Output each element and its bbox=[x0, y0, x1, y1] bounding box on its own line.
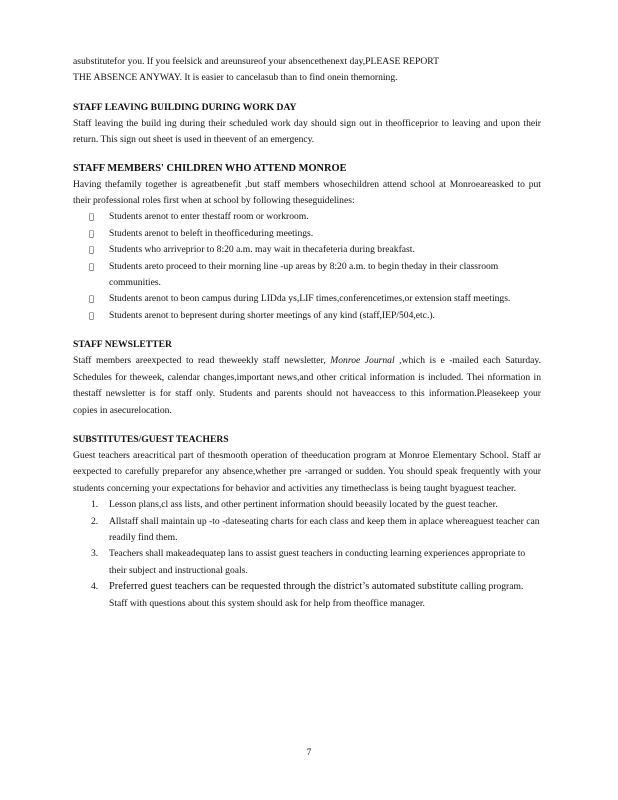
bullet-icon bbox=[89, 226, 94, 242]
intro-line-2: THE ABSENCE ANYWAY. It is easier to cancelasub than to find onein themorning. bbox=[73, 72, 398, 84]
list-item: Students arenot to beon campus during LIDda ys,LIF times,conferencetimes,or extension staff meetings. bbox=[73, 291, 541, 307]
heading-staff-leaving: STAFF LEAVING BUILDING DURING WORK DAY bbox=[73, 101, 297, 113]
list-item: 2. Allstaff shall maintain up -to -dateseating charts for each class and keep them in aplace whereaguest teacher can readily find them. bbox=[91, 515, 540, 543]
list-item: Students who arriveprior to 8:20 a.m. may wait in thecafeteria during breakfast. bbox=[73, 242, 541, 258]
intro-line-1: asubstitutefor you. If you feelsick and areunsureof your absencethenext day,PLEASE REPORT bbox=[73, 56, 439, 67]
list-item: Students arenot to beleft in theofficeduring meetings. bbox=[73, 226, 541, 242]
list-item: Students arenot to bepresent during shorter meetings of any kind (staff,IEP/504,etc.). bbox=[73, 308, 541, 324]
guidelines-list bbox=[73, 209, 541, 324]
bullet-icon bbox=[89, 308, 94, 324]
staff-leaving-paragraph: Staff leaving the build ing during their scheduled work day should sign out in theofficeprior to leaving and upon their return. This sign out sheet is used in theevent of an emergency. bbox=[73, 117, 541, 146]
intro-paragraph bbox=[73, 54, 541, 87]
bullet-icon bbox=[89, 242, 94, 258]
list-item: 1. Lesson plans,cl ass lists, and other pertinent information should beeasily located by the guest teacher. bbox=[91, 499, 498, 511]
staff-newsletter-paragraph: Staff members areexpected to read theweekly staff newsletter, Monroe Journal ,which is e -mailed each Saturday. Schedules for theweek, calendar changes,important news,and other critical information is included. Thei nformation in thestaff newsletter is for staff only. Students and parents should not haveaccess to this information.Pleasekeep your copies in asecurelocation. bbox=[73, 355, 541, 416]
heading-staff-newsletter: STAFF NEWSLETTER bbox=[73, 339, 172, 351]
heading-staff-children: STAFF MEMBERS' CHILDREN WHO ATTEND MONROE bbox=[73, 162, 347, 174]
substitutes-list bbox=[73, 497, 541, 612]
substitutes-paragraph: Guest teachers areacritical part of thesmooth operation of theeducation program at Monroe Elementary School. Staff ar eexpected to carefully preparefor any absence,whether pre -arranged or sudden. You should speak frequently with your students concerning your expectations for behavior and activities any timetheclass is being taught byaguest teacher. bbox=[73, 449, 541, 494]
bullet-icon bbox=[89, 259, 94, 275]
journal-title: Monroe Journal bbox=[330, 355, 395, 367]
list-item: 4. Preferred guest teachers can be requested through the district’s automated substitute calling program. Staff with questions about this system should ask for help from theoffice manager. bbox=[91, 581, 524, 609]
heading-substitutes: SUBSTITUTES/GUEST TEACHERS bbox=[73, 433, 229, 445]
list-item: 3. Teachers shall makeadequatep lans to assist guest teachers in conducting learning experiences appropriate to their subject and instructional goals. bbox=[91, 548, 526, 576]
page-number: 7 bbox=[306, 747, 312, 758]
bullet-icon bbox=[89, 209, 94, 225]
list-item: Students arenot to enter thestaff room or workroom. bbox=[73, 209, 541, 225]
staff-children-paragraph: Having thefamily together is agreatbenefit ,but staff members whosechildren attend school at Monroeareasked to put their professional roles first when at school by following theseguidelines: bbox=[73, 178, 541, 207]
document-page bbox=[73, 54, 541, 612]
list-item: Students areto proceed to their morning line -up areas by 8:20 a.m. to begin theday in their classroom communities. bbox=[73, 259, 541, 292]
bullet-icon bbox=[89, 291, 94, 307]
